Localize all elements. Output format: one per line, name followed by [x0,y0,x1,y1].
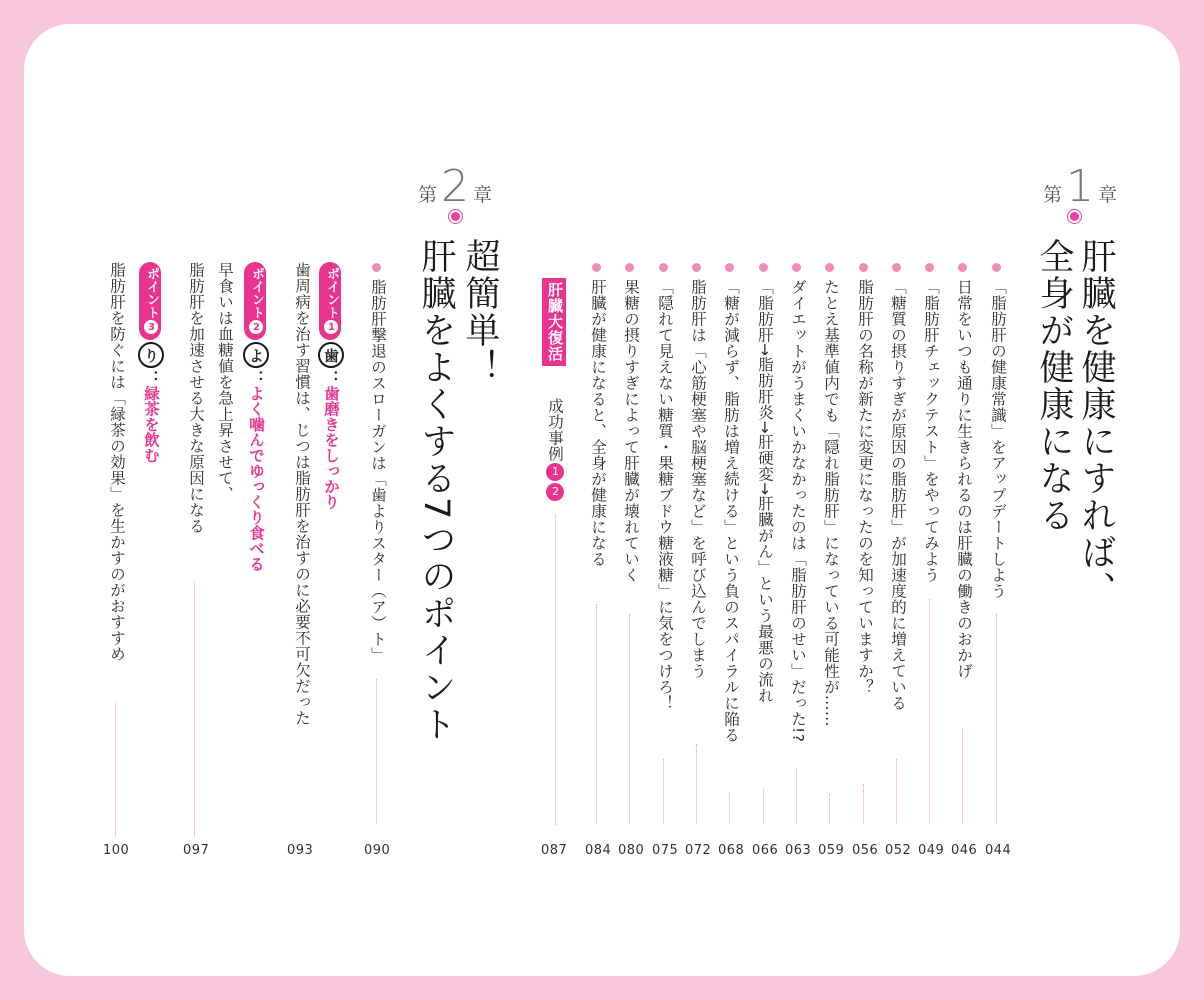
chapter1-number: 1 [1066,161,1095,212]
dotted-leader [829,794,830,824]
dotted-leader [996,614,997,824]
page-number: 084 [585,843,612,858]
point-1-heading[interactable] [318,262,344,510]
toc-entry-title: 「脂肪肝の健康常識」をアップデートしよう [989,279,1007,599]
bullet-icon [692,263,701,272]
toc-entry[interactable] [951,279,975,834]
toc-entry[interactable] [618,279,642,834]
chapter2-heading [418,161,493,212]
page-number: 044 [985,843,1012,858]
toc-entry-success-cases[interactable] [544,398,566,502]
toc-entry-title: 日常をいつも通りに生きられるのは肝臓の働きのおかげ [955,279,973,679]
toc-entry-title: 脂肪肝を防ぐには「緑茶の効果」を生かすのがおすすめ [108,262,126,662]
bullet-icon [592,263,601,272]
toc-entry-title: 早食いは血糖値を急上昇させて、 [216,262,234,502]
chapter2-title-line1: 超簡単！ [460,238,500,386]
point-label: 緑茶を飲む [142,385,160,463]
bullet-icon [759,263,768,272]
dotted-leader [596,604,597,824]
number-badge-1: 1 [546,463,564,481]
page-number: 097 [183,843,210,858]
dotted-leader [796,769,797,824]
toc-entry-title: ダイエットがうまくいかなかったのは「脂肪肝のせい」だった!? [789,279,807,743]
chapter2-label-post: 章 [473,184,493,206]
chapter2-ring-icon [451,212,460,221]
toc-entry-title: 「糖が減らず、脂肪は増え続ける」という負のスパイラルに陥る [722,279,740,743]
toc-entry-title: 脂肪肝撃退のスローガンは「歯よりスター（ア）ト」 [369,279,387,663]
page-number: 087 [541,843,568,858]
toc-entry-title: 果糖の摂りすぎによって肝臓が壊れていく [622,279,640,583]
dotted-leader [194,582,195,837]
dotted-leader [729,794,730,824]
bullet-icon [659,263,668,272]
bullet-icon [372,263,381,272]
point-pill-2 [244,262,266,340]
point-char-circle: り [138,342,164,368]
toc-entry[interactable] [365,279,389,834]
toc-entry[interactable] [585,279,609,834]
bullet-icon [892,263,901,272]
bullet-icon [958,263,967,272]
chapter1-heading [1043,161,1118,212]
point-pill-label: ポイント [249,267,264,319]
point-number: 1 [326,321,337,333]
chapter1-title-line1: 肝臓を健康にすれば、 [1076,238,1116,608]
toc-entry-title: 歯周病を治す習慣は、じつは脂肪肝を治すのに必要不可欠だった [293,262,311,726]
point-colon: ： [247,370,265,386]
bullet-icon [792,263,801,272]
page-number: 090 [364,843,391,858]
dotted-leader [763,789,764,824]
dotted-leader [696,744,697,824]
point-pill-label: ポイント [324,267,339,319]
page-number: 056 [852,843,879,858]
point-char-circle: 歯 [318,342,344,368]
chapter1-ring-icon [1070,212,1079,221]
bullet-icon [725,263,734,272]
dotted-leader [863,784,864,824]
point-label: 歯磨きをしっかり [322,385,340,510]
toc-entry[interactable] [289,262,313,817]
point-colon: ： [322,370,340,386]
point-pill-1 [319,262,341,340]
page-number: 046 [951,843,978,858]
bullet-icon [859,263,868,272]
toc-entry[interactable] [104,262,128,817]
toc-entry[interactable] [852,279,876,834]
toc-entry[interactable] [685,279,709,834]
chapter1-label-pre: 第 [1043,184,1063,206]
toc-entry[interactable] [818,279,842,834]
page-number: 072 [685,843,712,858]
point-char-circle: よ [243,342,269,368]
bullet-icon [625,263,634,272]
toc-entry[interactable] [652,279,676,834]
toc-entry-title: 脂肪肝は「心筋梗塞や脳梗塞など」を呼び込んでしまう [689,279,707,679]
toc-entry[interactable] [212,262,236,817]
toc-entry-title: 「脂肪肝チェックテスト」をやってみよう [922,279,940,583]
dotted-leader [555,515,556,825]
chapter2-number: 2 [441,161,470,212]
page-number: 049 [918,843,945,858]
point-number: 3 [146,321,157,333]
page-number: 093 [287,843,314,858]
page-number: 063 [785,843,812,858]
bullet-icon [825,263,834,272]
point-colon: ： [142,370,160,386]
page-number: 080 [618,843,645,858]
dotted-leader [663,759,664,824]
toc-entry[interactable] [885,279,909,834]
dotted-leader [629,614,630,824]
toc-entry-title: たとえ基準値内でも「隠れ脂肪肝」になっている可能性が…… [822,279,840,727]
chapter2-title-line2: 肝臓をよくする7つのポイント [416,238,456,744]
point-3-heading[interactable] [138,262,164,463]
toc-entry[interactable] [752,279,776,834]
point-pill-label: ポイント [144,267,159,319]
toc-entry[interactable] [785,279,809,834]
page-number: 068 [718,843,745,858]
page-number: 059 [818,843,845,858]
point-pill-3 [139,262,161,340]
dotted-leader [376,679,377,824]
page-number: 075 [652,843,679,858]
bullet-icon [925,263,934,272]
toc-entry[interactable] [718,279,742,834]
toc-entry-title: 「隠れて見えない糖質・果糖ブドウ糖液糖」に気をつけろ！ [656,279,674,711]
point-2-heading[interactable] [243,262,269,572]
page-number: 066 [752,843,779,858]
chapter1-label-post: 章 [1098,184,1118,206]
bullet-icon [992,263,1001,272]
chapter1-title-line2: 全身が健康になる [1034,238,1074,534]
liver-revival-label: 肝臓大復活 [542,278,566,366]
dotted-leader [929,599,930,824]
toc-entry-continued[interactable] [183,262,207,817]
point-number: 2 [251,321,262,333]
dotted-leader [896,759,897,824]
number-badge-2: 2 [546,483,564,501]
chapter2-label-pre: 第 [418,184,438,206]
toc-entry[interactable] [918,279,942,834]
toc-entry-title: 肝臓が健康になると、全身が健康になる [589,279,607,567]
toc-entry-title: 「脂肪肝→脂肪肝炎→肝硬変→肝臓がん」という最悪の流れ [756,279,774,704]
page-number: 100 [103,843,130,858]
toc-entry-title: 成功事例 [546,398,564,462]
toc-entry-title: 脂肪肝を加速させる大きな原因になる [187,262,205,534]
dotted-leader [962,729,963,824]
dotted-leader [115,702,116,837]
toc-entry-title: 「糖質の摂りすぎが原因の脂肪肝」が加速度的に増えている [889,279,907,711]
point-label: よく噛んでゆっくり食べる [247,385,265,572]
toc-entry[interactable] [985,279,1009,834]
toc-entry-title: 脂肪肝の名称が新たに変更になったのを知っていますか？ [856,279,874,695]
page-number: 052 [885,843,912,858]
